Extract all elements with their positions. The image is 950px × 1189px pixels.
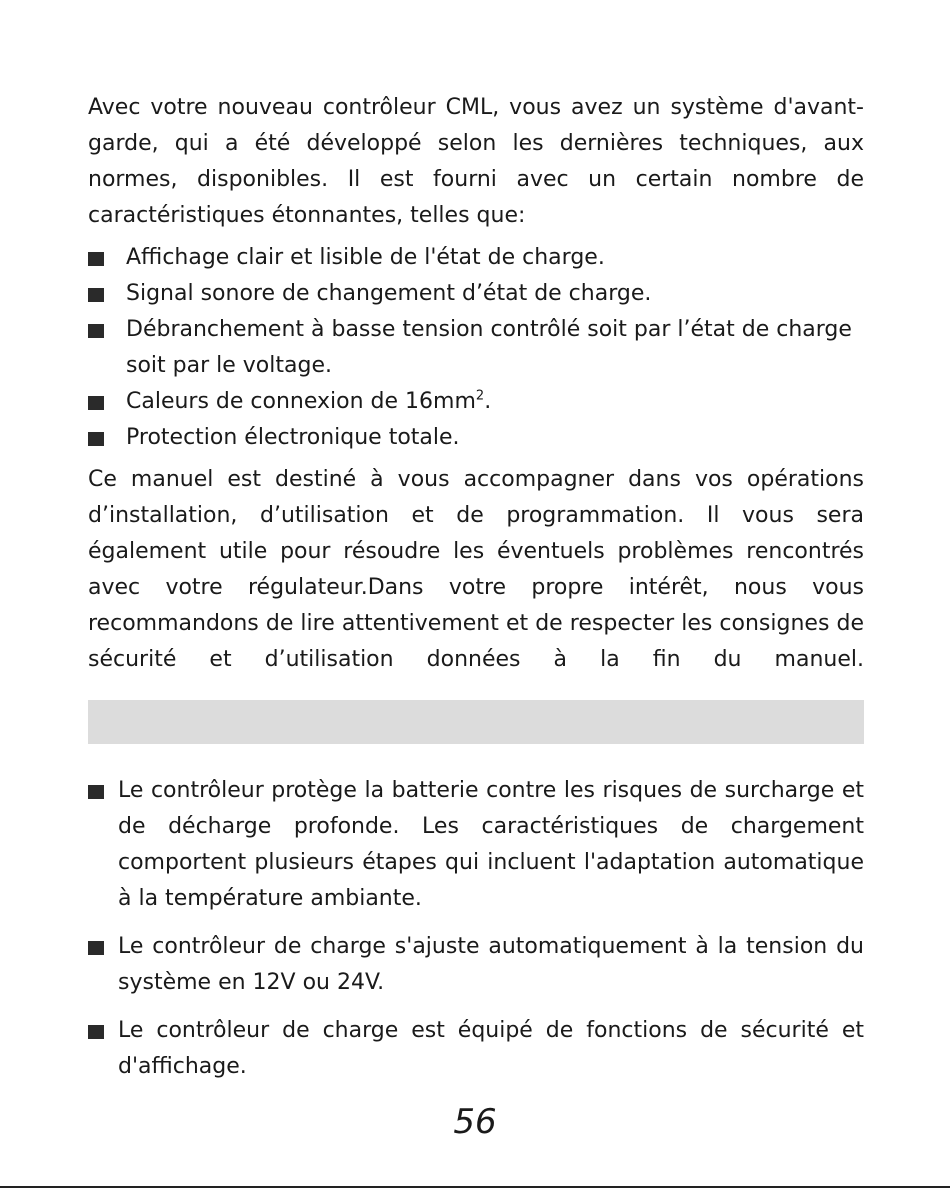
feature-text: Caleurs de connexion de 16mm bbox=[126, 389, 476, 414]
list-item bbox=[88, 773, 864, 917]
square-bullet-icon bbox=[88, 1025, 104, 1039]
item-text: Le contrôleur de charge s'ajuste automatiquement à la tension du système en 12V ou 24V. bbox=[118, 934, 864, 995]
intro-paragraph: Avec votre nouveau contrôleur CML, vous avez un système d'avant-garde, qui a été développé selon les dernières techniques, aux normes, disponibles. Il est fourni avec un certain nombre de caractéristiques étonnantes, telles que: bbox=[88, 95, 864, 228]
feature-suffix: . bbox=[484, 389, 492, 414]
list-item bbox=[88, 420, 864, 456]
feature-list bbox=[88, 240, 864, 456]
list-item bbox=[88, 312, 864, 384]
feature-text: Débranchement à basse tension contrôlé soit par l’état de charge soit par le voltage. bbox=[126, 317, 852, 378]
list-item bbox=[88, 276, 864, 312]
feature-text: Affichage clair et lisible de l'état de charge. bbox=[126, 245, 605, 270]
superscript: 2 bbox=[475, 388, 485, 404]
square-bullet-icon bbox=[88, 252, 104, 266]
square-bullet-icon bbox=[88, 432, 104, 446]
square-bullet-icon bbox=[88, 941, 104, 955]
bottom-divider bbox=[0, 1186, 950, 1188]
list-item bbox=[88, 1013, 864, 1085]
list-item bbox=[88, 384, 864, 420]
section-header-bar bbox=[88, 700, 864, 744]
item-text: Le contrôleur protège la batterie contre les risques de surcharge et de décharge profonde. Les caractéristiques de chargement comportent plusieurs étapes qui incluent l'adaptation automatique à la température ambiante. bbox=[118, 778, 864, 911]
square-bullet-icon bbox=[88, 785, 104, 799]
manual-paragraph: Ce manuel est destiné à vous accompagner dans vos opérations d’installation, d’utilisation et de programmation. Il vous sera également utile pour résoudre les éventuels problèmes rencontrés avec votre régulateur.Dans votre propre intérêt, nous vous recommandons de lire attentivement et de respecter les consignes de sécurité et d’utilisation données à la fin du manuel. bbox=[88, 467, 864, 672]
feature-text: Signal sonore de changement d’état de charge. bbox=[126, 281, 652, 306]
page-content bbox=[88, 90, 864, 678]
controller-features-section bbox=[88, 773, 864, 1097]
list-item bbox=[88, 929, 864, 1001]
square-bullet-icon bbox=[88, 288, 104, 302]
feature-text: Protection électronique totale. bbox=[126, 425, 460, 450]
square-bullet-icon bbox=[88, 396, 104, 410]
square-bullet-icon bbox=[88, 324, 104, 338]
list-item bbox=[88, 240, 864, 276]
page-number: 56 bbox=[453, 1102, 497, 1142]
item-text: Le contrôleur de charge est équipé de fonctions de sécurité et d'affichage. bbox=[118, 1018, 864, 1079]
